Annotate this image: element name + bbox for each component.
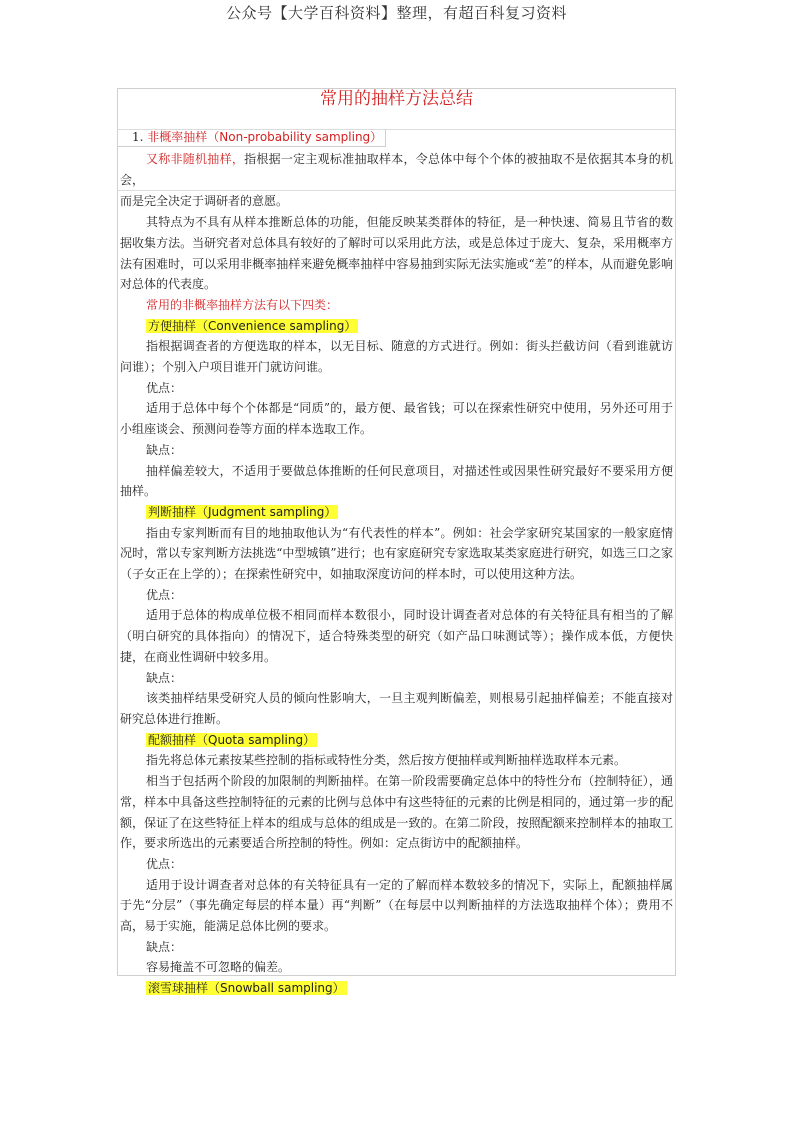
- con-text: 容易掩盖不可忽略的偏差。: [146, 960, 291, 975]
- method-desc: 指根据调查者的方便选取的样本，以无目标、随意的方式进行。例如：街头拦截访问（看到谁就访问谁）；个别入户项目谁开门就访问谁。: [120, 339, 673, 375]
- document-body: [117, 88, 676, 996]
- title-box: [118, 89, 675, 130]
- method-name: 判断抽样（Judgment sampling）: [148, 504, 337, 519]
- pro-text: 适用于设计调查者对总体的有关特征具有一定的了解而样本数较多的情况下，实际上，配额抽样属于先“分层”（事先确定每层的样本量）再“判断”（在每层中以判断抽样的方法选取抽样个体）；费用不高，易于实施，能满足总体比例的要求。: [120, 877, 673, 934]
- section-number: 1.: [132, 130, 144, 144]
- method-heading: [118, 316, 675, 337]
- method-heading: [118, 502, 675, 523]
- method-name: 方便抽样（Convenience sampling）: [148, 318, 357, 333]
- section-heading: [118, 129, 386, 147]
- method-name: 滚雪球抽样（Snowball sampling）: [148, 981, 345, 996]
- con-label: 缺点：: [146, 670, 183, 685]
- intro-paragraph-1: [118, 149, 675, 191]
- pro-text: 适用于总体中每个个体都是“同质”的，最方便、最省钱；可以在探索性研究中使用，另外还可用于小组座谈会、预测问卷等方面的样本选取工作。: [120, 401, 673, 437]
- method-desc: 指由专家判断而有目的地抽取他认为“有代表性的样本”。例如：社会学家研究某国家的一般家庭情况时，常以专家判断方法挑选“中型城镇”进行；也有家庭研究专家选取某类家庭进行研究，如选三口之家（子女正在上学的）；在探索性研究中，如抽取深度访问的样本时，可以使用这种方法。: [120, 525, 673, 582]
- intro-lead: 又称非随机抽样，: [146, 152, 245, 166]
- intro-paragraph-2: 其特点为不具有从样本推断总体的功能，但能反映某类群体的特征，是一种快速、简易且节省的数据收集方法。当研究者对总体具有较好的了解时可以采用此方法，或是总体过于庞大、复杂，采用概率方法有困难时，可以采用非概率抽样来避免概率抽样中容易抽到实际无法实施或“差”的样本，从而避免影响对总体的代表度。: [120, 215, 673, 292]
- page-header: 公众号【大学百科资料】整理，有超百科复习资料: [225, 4, 567, 22]
- page-title: 常用的抽样方法总结: [320, 89, 473, 109]
- con-text: 该类抽样结果受研究人员的倾向性影响大，一旦主观判断偏差，则根易引起抽样偏差；不能直接对研究总体进行推断。: [120, 691, 673, 726]
- intro-paragraph-1-cont: 而是完全决定于调研者的意愿。: [120, 194, 289, 209]
- body-text: [118, 149, 675, 999]
- intro-paragraph-3: 常用的非概率抽样方法有以下四类：: [146, 297, 339, 312]
- con-label: 缺点：: [146, 939, 183, 954]
- pro-label: 优点：: [146, 380, 183, 395]
- method-desc: 指先将总体元素按某些控制的指标或特性分类，然后按方便抽样或判断抽样选取样本元素。: [146, 753, 627, 768]
- con-text: 抽样偏差较大，不适用于要做总体推断的任何民意项目，对描述性或因果性研究最好不要采用方便抽样。: [120, 463, 673, 499]
- method-name: 配额抽样（Quota sampling）: [148, 732, 316, 747]
- con-label: 缺点：: [146, 442, 183, 457]
- pro-label: 优点：: [146, 587, 183, 602]
- pro-label: 优点：: [146, 856, 183, 871]
- section-title: 非概率抽样（Non-probability sampling）: [147, 130, 383, 144]
- method-heading: [118, 978, 675, 999]
- method-heading: [118, 730, 675, 751]
- pro-text: 适用于总体的构成单位极不相同而样本数很小，同时设计调查者对总体的有关特征具有相当的了解（明白研究的具体指向）的情况下，适合特殊类型的研究（如产品口味测试等）；操作成本低，方便快捷，在商业性调研中较多用。: [120, 608, 673, 664]
- method-desc-2: 相当于包括两个阶段的加限制的判断抽样。在第一阶段需要确定总体中的特性分布（控制特征），通常，样本中具备这些控制特征的元素的比例与总体中有这些特征的元素的比例是相同的，通过第一步的配额，保证了在这些特征上样本的组成与总体的组成是一致的。在第二阶段，按照配额来控制样本的抽取工作，要求所选出的元素要适合所控制的特性。例如：定点街访中的配额抽样。: [120, 774, 673, 851]
- intro-rest: 指根据一定主观标准抽取样本，令总体中每个个体的被抽取不是依据其本身的机会，: [120, 152, 673, 187]
